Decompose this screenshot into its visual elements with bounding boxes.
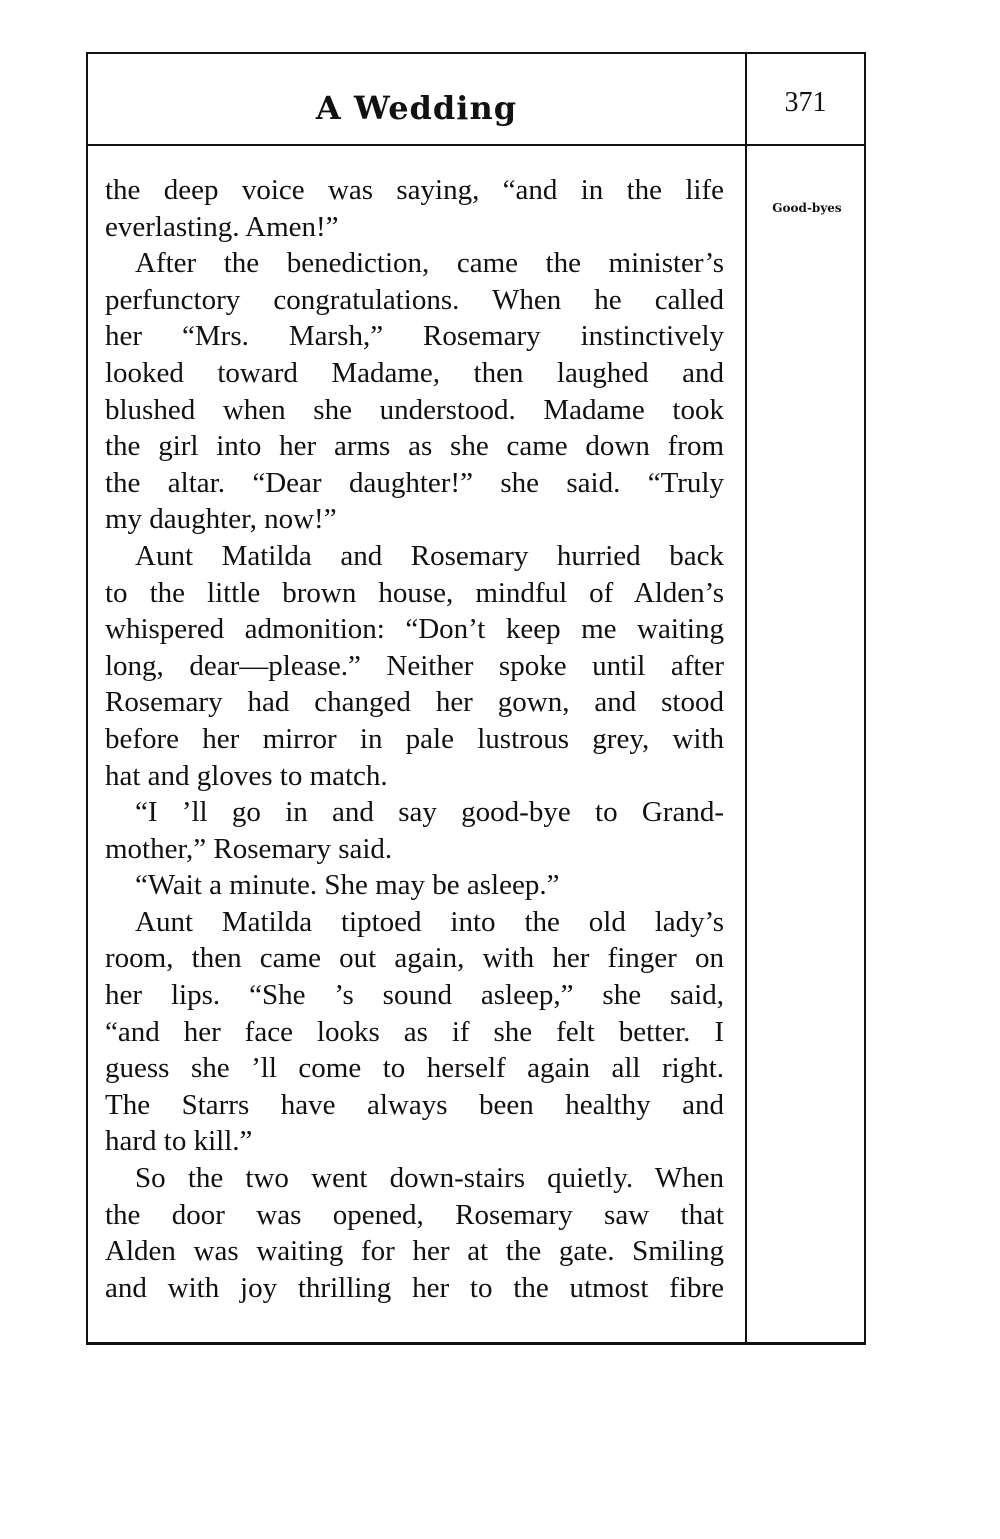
margin-divider	[745, 52, 747, 1345]
text-line: to the little brown house, mindful of Alden’s	[105, 576, 724, 609]
text-line: before her mirror in pale lustrous grey, with	[105, 722, 724, 755]
text-line: room, then came out again, with her finger on	[105, 942, 724, 975]
text-line: hat and gloves to match.	[105, 759, 388, 792]
text-line: hard to kill.”	[105, 1125, 253, 1158]
text-line: Aunt Matilda tiptoed into the old lady’s	[135, 905, 724, 938]
text-line: whispered admonition: “Don’t keep me waiting	[105, 613, 724, 646]
text-line: After the benediction, came the minister’s	[135, 247, 724, 280]
text-line: looked toward Madame, then laughed and	[105, 356, 724, 389]
text-line: blushed when she understood. Madame took	[105, 393, 724, 426]
text-line: perfunctory congratulations. When he called	[105, 283, 724, 316]
text-line: “and her face looks as if she felt better. I	[105, 1015, 724, 1048]
page-number: 371	[784, 87, 827, 118]
text-line: Alden was waiting for her at the gate. Smiling	[105, 1235, 724, 1268]
text-line: the altar. “Dear daughter!” she said. “Truly	[105, 466, 724, 499]
header-rule-margin	[747, 144, 864, 146]
text-line: The Starrs have always been healthy and	[105, 1088, 724, 1121]
running-title: A Wedding	[315, 89, 518, 127]
text-line: the door was opened, Rosemary saw that	[105, 1198, 724, 1231]
text-line: everlasting. Amen!”	[105, 210, 339, 243]
text-line: guess she ’ll come to herself again all right.	[105, 1052, 724, 1085]
text-line: her “Mrs. Marsh,” Rosemary instinctively	[105, 320, 724, 353]
text-line: the girl into her arms as she came down from	[105, 430, 724, 463]
header-rule	[88, 144, 745, 146]
text-line: and with joy thrilling her to the utmost fibre	[105, 1271, 724, 1304]
text-line: the deep voice was saying, “and in the life	[105, 174, 724, 206]
margin-note: Good-byes	[772, 201, 842, 215]
text-line: mother,” Rosemary said.	[105, 832, 393, 865]
text-line: So the two went down-stairs quietly. When	[135, 1162, 724, 1195]
text-line: Aunt Matilda and Rosemary hurried back	[135, 539, 724, 572]
text-line: my daughter, now!”	[105, 503, 337, 536]
body-text	[105, 172, 724, 1306]
text-line: Rosemary had changed her gown, and stood	[105, 686, 724, 719]
text-line: “Wait a minute. She may be asleep.”	[135, 869, 560, 902]
text-line: her lips. “She ’s sound asleep,” she said,	[105, 979, 724, 1012]
text-line: “I ’ll go in and say good-bye to Grand-	[135, 796, 724, 829]
text-line: long, dear—please.” Neither spoke until after	[105, 649, 724, 682]
